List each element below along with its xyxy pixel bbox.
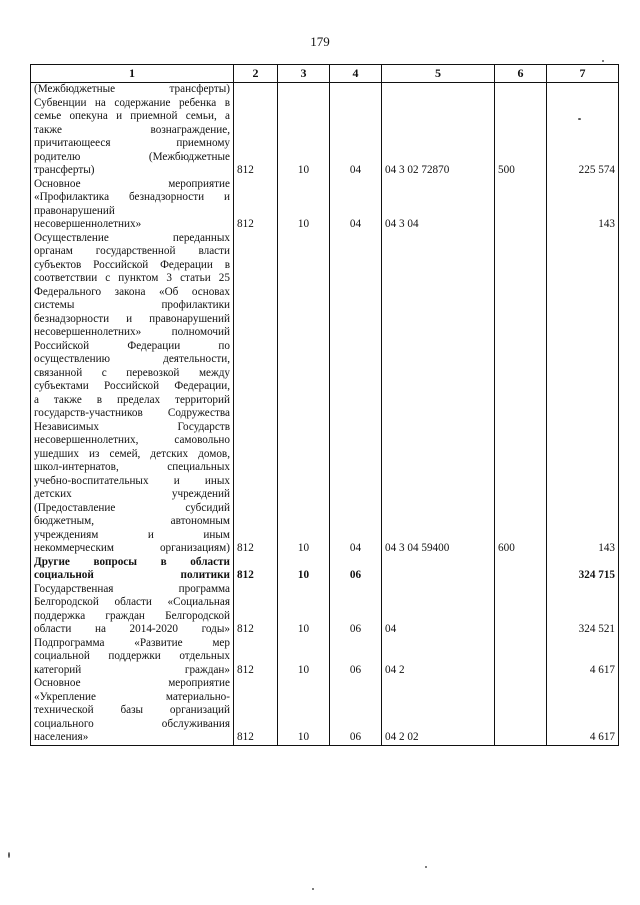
row-name [31,232,234,556]
row-name-line: ушедших из семей, детских домов, [34,447,230,460]
table-row [31,556,619,583]
row-name-line: государств-участников Содружества [34,407,230,419]
row-name [31,677,234,745]
column-header: 4 [330,65,382,83]
column-header: 5 [382,65,495,83]
row-name [31,178,234,232]
row-name-line: «Профилактика безнадзорности и [34,191,230,203]
section-code-cell: 10 [278,556,330,583]
row-name-line: технической базы организаций [34,704,230,716]
row-name-line: школ-интернатов, специальных [34,461,230,473]
scan-speck [312,888,314,890]
row-name [31,83,234,178]
row-name-line: трансферты) [34,164,95,176]
column-header: 3 [278,65,330,83]
table-row [31,178,619,232]
row-name-line: «Укрепление материально- [34,690,230,703]
column-header: 2 [234,65,278,83]
section-code-cell: 10 [278,583,330,637]
amount-cell: 143 [547,178,619,232]
budget-table [30,64,619,746]
row-name-line: некоммерческим организациям) [34,542,230,554]
row-name-line: бюджетным, автономным [34,515,230,527]
row-name-line: Субвенции на содержание ребенка в [34,96,230,109]
section-code-cell: 10 [278,677,330,745]
row-name-line: Осуществление переданных [34,231,230,244]
amount-cell: 143 [547,232,619,556]
subsection-code-cell: 06 [330,556,382,583]
row-name-line: населения» [34,731,89,743]
subsection-code-cell: 06 [330,583,382,637]
subsection-code-cell: 04 [330,232,382,556]
row-name-line: категорий граждан» [34,663,230,676]
row-name-line: учреждениям и иным [34,528,230,541]
table-row [31,637,619,678]
expense-type-code-cell: 500 [495,83,547,178]
row-name [31,583,234,637]
expense-type-code-cell [495,637,547,678]
row-name-line: семье опекуна и приемной семьи, а [34,110,230,122]
target-article-code-cell [382,556,495,583]
section-code-cell: 10 [278,637,330,678]
target-article-code-cell: 04 2 [382,637,495,678]
row-name-line: Основное мероприятие [34,677,230,689]
row-name-line: несовершеннолетних» полномочий [34,326,230,338]
row-name-line: а также в пределах территорий [34,393,230,406]
table-row [31,83,619,178]
expense-type-code-cell [495,583,547,637]
row-name-line: Государственная программа [34,582,230,595]
row-name-line: причитающееся приемному [34,137,230,149]
row-name-line: поддержка граждан Белгородской [34,609,230,622]
row-name-line: Независимых Государств [34,420,230,433]
row-name-line: детских учреждений [34,488,230,500]
grbs-code-cell: 812 [234,637,278,678]
grbs-code-cell: 812 [234,83,278,178]
target-article-code-cell: 04 2 02 [382,677,495,745]
scan-speck [8,852,10,858]
row-name-line: социальной политики [34,569,230,581]
target-article-code-cell: 04 3 04 [382,178,495,232]
subsection-code-cell: 06 [330,677,382,745]
target-article-code-cell: 04 3 02 72870 [382,83,495,178]
table-row [31,583,619,637]
grbs-code-cell: 812 [234,232,278,556]
target-article-code-cell: 04 3 04 59400 [382,232,495,556]
row-name-line: Федерального закона «Об основах [34,285,230,298]
row-name-line: Белгородской области «Социальная [34,596,230,608]
amount-cell: 324 521 [547,583,619,637]
row-name-line: области на 2014-2020 годы» [34,623,230,635]
table-row [31,677,619,745]
row-name [31,556,234,583]
row-name-line: социального обслуживания [34,717,230,730]
row-name-line: системы профилактики [34,299,230,311]
subsection-code-cell: 06 [330,637,382,678]
row-name-line: Другие вопросы в области [34,555,230,568]
row-name-line: родителю (Межбюджетные [34,150,230,163]
row-name [31,637,234,678]
row-name-line: Основное мероприятие [34,177,230,190]
subsection-code-cell: 04 [330,83,382,178]
amount-cell: 4 617 [547,677,619,745]
row-name-line: несовершеннолетних» [34,218,142,230]
amount-cell: 4 617 [547,637,619,678]
target-article-code-cell: 04 [382,583,495,637]
row-name-line: Российской Федерации по [34,339,230,352]
row-name-line: (Межбюджетные трансферты) [34,83,230,95]
column-header: 7 [547,65,619,83]
row-name-line: субъектов Российской Федерации в [34,258,230,271]
row-name-line: несовершеннолетних, самовольно [34,434,230,446]
scan-speck [425,866,427,868]
section-code-cell: 10 [278,83,330,178]
table-header-row [31,65,619,83]
grbs-code-cell: 812 [234,583,278,637]
subsection-code-cell: 04 [330,178,382,232]
expense-type-code-cell [495,178,547,232]
section-code-cell: 10 [278,232,330,556]
table-body [31,83,619,746]
column-header: 1 [31,65,234,83]
scan-speck [602,60,604,62]
table-row [31,232,619,556]
grbs-code-cell: 812 [234,178,278,232]
row-name-line: Подпрограмма «Развитие мер [34,636,230,649]
grbs-code-cell: 812 [234,677,278,745]
expense-type-code-cell [495,556,547,583]
row-name-line: связанной с перевозкой между [34,366,230,379]
grbs-code-cell: 812 [234,556,278,583]
amount-cell: 225 574 [547,83,619,178]
expense-type-code-cell [495,677,547,745]
row-name-line: субъектами Российской Федерации, [34,380,230,392]
column-header: 6 [495,65,547,83]
expense-type-code-cell: 600 [495,232,547,556]
row-name-line: также вознаграждение, [34,123,230,136]
amount-cell: 324 715 [547,556,619,583]
scan-speck [578,118,581,120]
row-name-line: (Предоставление субсидий [34,501,230,514]
page-number: 179 [310,34,330,49]
row-name-line: органам государственной власти [34,245,230,257]
row-name-line: соответствии с пунктом 3 статьи 25 [34,272,230,284]
row-name-line: осуществлению деятельности, [34,353,230,365]
row-name-line: учебно-воспитательных и иных [34,474,230,487]
row-name-line: безнадзорности и правонарушений [34,312,230,325]
section-code-cell: 10 [278,178,330,232]
row-name-line: правонарушений [34,204,115,217]
row-name-line: социальной поддержки отдельных [34,650,230,662]
